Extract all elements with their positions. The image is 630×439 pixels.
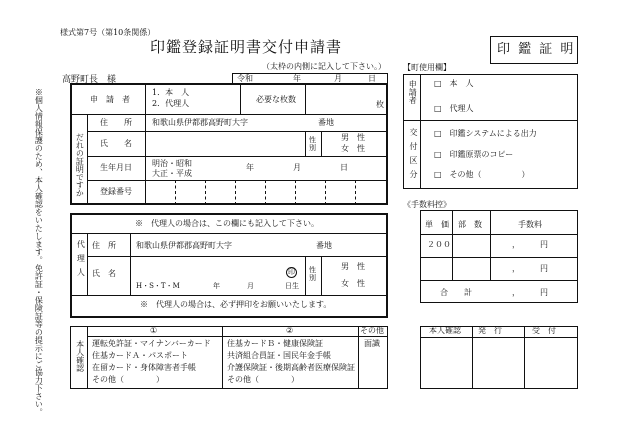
agent-address-label: 住 所	[92, 241, 116, 250]
office-method-other[interactable]: □ その他（ ）	[434, 170, 530, 179]
copies-unit: 枚	[376, 100, 384, 109]
fee-amount-2[interactable]: ， 円	[512, 264, 548, 273]
reg-no-label: 登録番号	[100, 187, 132, 196]
form-number: 様式第7号（第10条関係）	[60, 28, 156, 37]
office-footer-table	[420, 326, 578, 389]
id-check-label: 本人確認	[75, 340, 85, 372]
fee-price: ２００	[427, 240, 451, 249]
office-use-header: 【町使用欄】	[403, 63, 451, 72]
id-list-2-a: 住基カードＢ・健康保険証	[227, 339, 323, 348]
sex-female[interactable]: 女 性	[341, 144, 365, 153]
agent-sex-male[interactable]: 男 性	[341, 262, 365, 271]
applicant-label: 申 請 者	[90, 95, 130, 104]
id-list-2-b: 共済組合員証・国民年金手帳	[227, 351, 331, 360]
address-suffix: 番地	[318, 118, 334, 127]
agent-name-label: 氏 名	[92, 269, 116, 278]
birth-eras[interactable]: 明治・昭和 大正・平成	[152, 159, 192, 179]
agent-birth-eras[interactable]: H・S・T・M	[136, 282, 180, 290]
agent-note-bottom: ※ 代理人の場合は、必ず押印をお願いいたします。	[140, 300, 332, 309]
agent-seal: 印	[288, 268, 295, 276]
agent-address-suffix: 番地	[316, 241, 332, 250]
addressee: 高野町長 様	[62, 75, 117, 85]
agent-address-value[interactable]: 和歌山県伊都郡高野町大字	[136, 241, 232, 250]
agent-sex-label: 性別	[309, 266, 316, 283]
office-option-self[interactable]: □ 本 人	[434, 79, 474, 88]
agent-side-label: 代理人	[76, 240, 86, 282]
fee-total-amount[interactable]: ， 円	[512, 288, 548, 297]
office-option-agent[interactable]: □ 代理人	[434, 104, 474, 113]
sex-male[interactable]: 男 性	[341, 133, 365, 142]
agent-note-top: ※ 代理人の場合は、この欄にも記入して下さい。	[135, 219, 319, 228]
id-list-1-d: その他（ ）	[92, 375, 164, 384]
id-list-1-b: 住基カードＡ・パスポート	[92, 351, 188, 360]
id-list-2-d: その他（ ）	[227, 375, 299, 384]
id-list-1-a: 運転免許証・マイナンバーカード	[92, 339, 211, 348]
office-method-system[interactable]: □ 印鑑システムによる出力	[434, 129, 537, 138]
id-list-1-c: 在留カード・身体障害者手帳	[92, 363, 196, 372]
page-title: 印鑑登録証明書交付申請書	[150, 38, 343, 56]
id-list-3: 面識	[364, 339, 380, 348]
fee-amount-1[interactable]: ， 円	[512, 240, 548, 249]
registrant-side-label: だれの証明ですか	[75, 133, 85, 197]
office-method-label: 交付区分	[409, 128, 418, 184]
sex-label: 性別	[309, 136, 316, 153]
applicant-option-agent[interactable]: 2．代理人	[152, 99, 190, 108]
fill-instruction: （太枠の内側に記入して下さい。）	[262, 62, 386, 71]
fee-header: 《手数料控》	[403, 200, 451, 209]
date-field[interactable]	[232, 73, 388, 84]
agent-sex-female[interactable]: 女 性	[341, 279, 365, 288]
title-box: 印 鑑 証 明	[490, 36, 578, 64]
id-list-2-c: 介護保険証・後期高齢者医療保険証	[227, 363, 355, 372]
birth-label: 生年月日	[100, 163, 132, 172]
applicant-option-self[interactable]: 1．本 人	[152, 88, 190, 97]
office-applicant-label: 申請者	[408, 80, 418, 104]
privacy-note: ※個人情報保護のため、本人確認をいたします。免許証・保険証等の提示にご協力下さい。	[34, 88, 44, 416]
fee-total-label: 合 計	[440, 288, 472, 297]
address-value[interactable]: 和歌山県伊都郡高野町大字	[152, 118, 248, 127]
address-label: 住 所	[100, 118, 132, 127]
name-label: 氏 名	[100, 139, 132, 148]
office-method-copy[interactable]: □ 印鑑原票のコピー	[434, 150, 514, 159]
copies-label: 必要な枚数	[256, 95, 296, 104]
